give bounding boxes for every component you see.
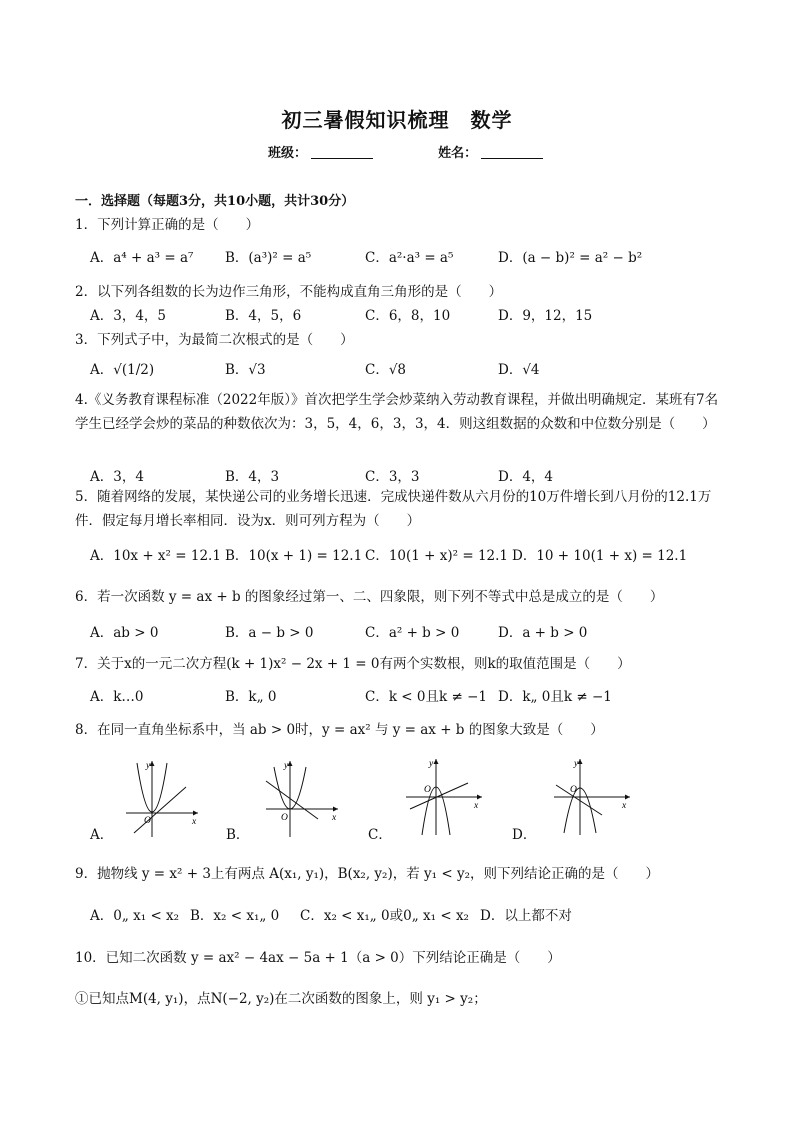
q8-graph-d	[550, 755, 634, 837]
q10-statement-1: ①已知点M(4, y₁)，点N(−2, y₂)在二次函数的图象上，则 y₁ > y₂；	[75, 991, 487, 1007]
q7-option-c[interactable]: C．k < 0且k ≠ −1	[365, 689, 487, 705]
q7-option-d[interactable]: D．k„ 0且k ≠ −1	[498, 689, 612, 705]
q5-option-b[interactable]: B．10(x + 1) = 12.1	[225, 548, 363, 564]
y-label: y	[429, 759, 434, 769]
q3-stem: 3．下列式子中，为最简二次根式的是（ ）	[75, 332, 354, 348]
q3-option-d[interactable]: D．√4	[498, 362, 540, 378]
name-label: 姓名：	[438, 146, 478, 161]
class-blank[interactable]	[311, 146, 373, 159]
student-info	[268, 142, 543, 161]
q2-option-a[interactable]: A．3，4，5	[90, 308, 167, 324]
q8-option-d[interactable]: D．	[512, 827, 537, 843]
page-title: 初三暑假知识梳理 数学	[281, 108, 513, 132]
q5-option-d[interactable]: D．10 + 10(1 + x) = 12.1	[512, 548, 688, 564]
q4-option-b[interactable]: B．4，3	[225, 469, 280, 485]
x-label: x	[192, 817, 197, 827]
q1-option-d[interactable]: D．(a − b)² = a² − b²	[498, 250, 643, 266]
q6-option-d[interactable]: D．a + b > 0	[498, 625, 588, 641]
q9-stem: 9．抛物线 y = x² + 3上有两点 A(x₁, y₁)，B(x₂, y₂)，若 y₁ < y₂，则下列结论正确的是（ ）	[75, 866, 659, 882]
q7-option-b[interactable]: B．k„ 0	[225, 689, 277, 705]
x-label: x	[474, 801, 479, 811]
q2-option-c[interactable]: C．6，8，10	[365, 308, 451, 324]
q8-option-c[interactable]: C．	[368, 827, 392, 843]
q6-option-b[interactable]: B．a − b > 0	[225, 625, 314, 641]
q8-graph-c	[402, 755, 486, 837]
line-graph	[556, 785, 602, 815]
q1-option-a[interactable]: A．a⁴ + a³ = a⁷	[90, 250, 194, 266]
section-heading: 一．选择题（每题3分，共10小题，共计30分）	[75, 194, 355, 209]
q2-option-d[interactable]: D．9，12，15	[498, 308, 593, 324]
q3-option-c[interactable]: C．√8	[365, 362, 407, 378]
line-graph	[410, 783, 468, 809]
q8-option-a[interactable]: A．	[90, 827, 114, 843]
x-label: x	[332, 813, 337, 823]
q3-option-a[interactable]: A．√(1/2)	[90, 362, 155, 378]
q1-option-b[interactable]: B．(a³)² = a⁵	[225, 250, 312, 266]
q6-option-c[interactable]: C．a² + b > 0	[365, 625, 460, 641]
line-graph	[266, 781, 318, 819]
q8-stem: 8．在同一直角坐标系中，当 ab > 0时，y = ax² 与 y = ax + b 的图象大致是（ ）	[75, 722, 604, 738]
y-label: y	[284, 761, 289, 771]
q9-option-d[interactable]: D．以上都不对	[480, 908, 572, 924]
q4-option-a[interactable]: A．3，4	[90, 469, 144, 485]
q7-stem: 7．关于x的一元二次方程(k + 1)x² − 2x + 1 = 0有两个实数根，则k的取值范围是（ ）	[75, 656, 631, 672]
x-label: x	[622, 801, 627, 811]
q1-stem: 1．下列计算正确的是（ ）	[75, 217, 260, 233]
q7-option-a[interactable]: A．k…0	[90, 689, 144, 705]
q4-stem: 4.《义务教育课程标准（2022年版）》首次把学生学会炒菜纳入劳动教育课程，并做出明确规定．某班有7名学生已经学会炒的菜品的种数依次为：3，5，4，6，3，3，4．则这组数据的众数和中位数分别是（ ）	[75, 392, 719, 432]
q3-option-b[interactable]: B．√3	[225, 362, 266, 378]
q10-stem: 10．已知二次函数 y = ax² − 4ax − 5a + 1（a > 0）下列结论正确是（ ）	[75, 950, 561, 966]
q2-option-b[interactable]: B．4，5，6	[225, 308, 302, 324]
q8-graph-b	[262, 757, 342, 839]
q6-option-a[interactable]: A．ab > 0	[90, 625, 159, 641]
origin-label: O	[570, 785, 577, 795]
origin-label: O	[281, 813, 288, 823]
q5-option-c[interactable]: C．10(1 + x)² = 12.1	[365, 548, 509, 564]
origin-label: O	[424, 785, 431, 795]
q9-option-b[interactable]: B．x₂ < x₁„ 0	[190, 908, 280, 924]
origin-label: O	[144, 816, 151, 826]
y-label: y	[146, 761, 151, 771]
name-blank[interactable]	[481, 146, 543, 159]
q2-stem: 2．以下列各组数的长为边作三角形，不能构成直角三角形的是（ ）	[75, 284, 503, 300]
class-label: 班级：	[268, 146, 308, 161]
y-label: y	[574, 759, 579, 769]
q9-option-c[interactable]: C．x₂ < x₁„ 0或0„ x₁ < x₂	[300, 908, 469, 924]
q5-option-a[interactable]: A．10x + x² = 12.1	[90, 548, 221, 564]
q6-stem: 6．若一次函数 y = ax + b 的图象经过第一、二、四象限，则下列不等式中总是成立的是（ ）	[75, 589, 664, 605]
q9-option-a[interactable]: A．0„ x₁ < x₂	[90, 908, 180, 924]
q4-option-c[interactable]: C．3，3	[365, 469, 420, 485]
q4-option-d[interactable]: D．4，4	[498, 469, 554, 485]
q8-graph-a	[122, 757, 202, 839]
line-graph	[134, 787, 186, 833]
q5-stem: 5．随着网络的发展，某快递公司的业务增长迅速．完成快递件数从六月份的10万件增长到八月份的12.1万件．假定每月增长率相同．设为x．则可列方程为（ ）	[75, 489, 712, 529]
q1-option-c[interactable]: C．a²·a³ = a⁵	[365, 250, 454, 266]
q8-option-b[interactable]: B．	[226, 827, 250, 843]
